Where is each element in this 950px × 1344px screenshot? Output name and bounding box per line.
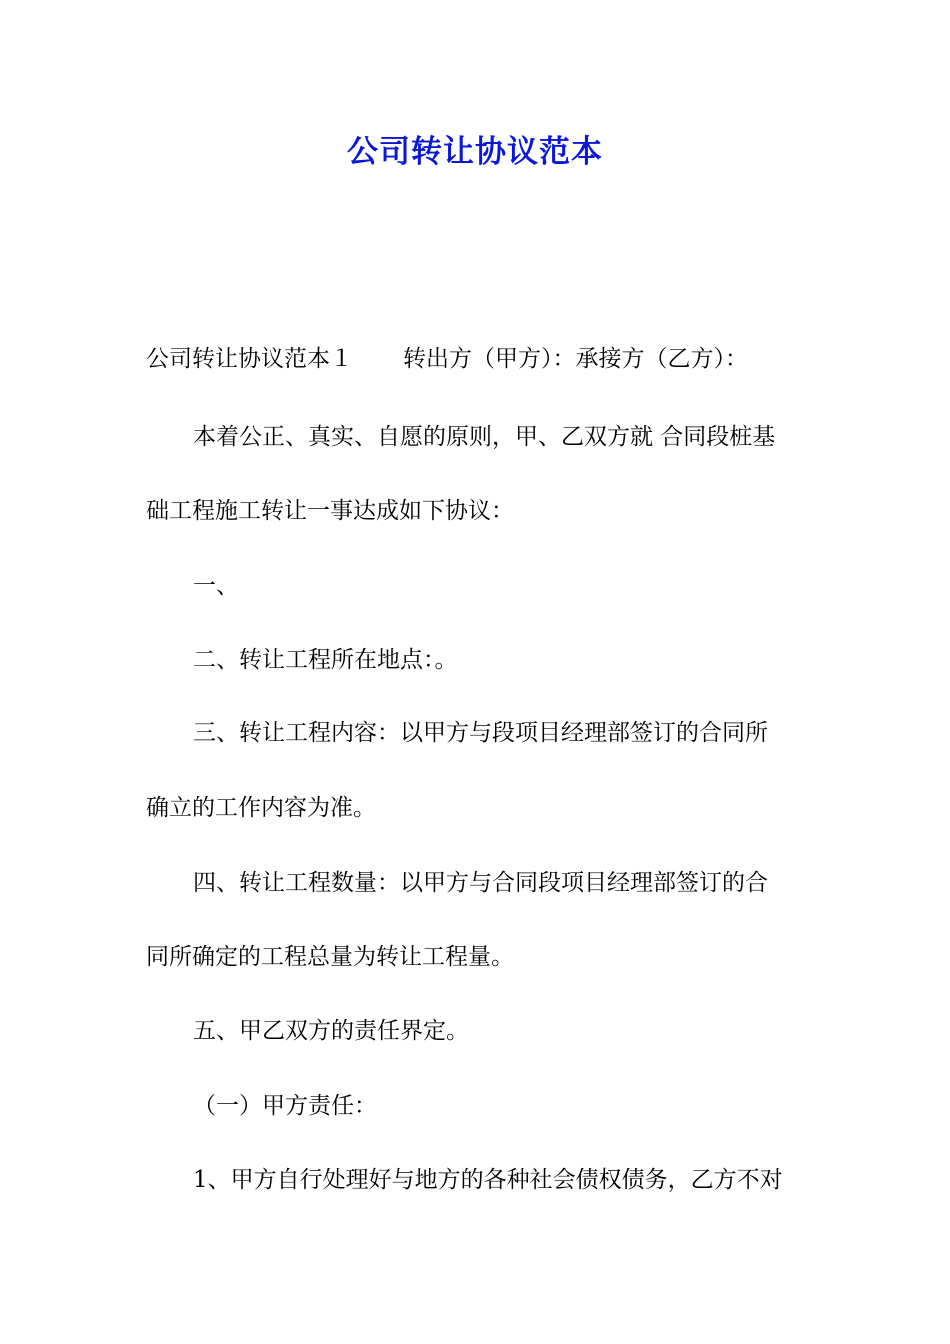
- paragraph-line: 础工程施工转让一事达成如下协议：: [146, 498, 514, 524]
- paragraph-line: 确立的工作内容为准。: [146, 795, 376, 821]
- clause-two: 二、转让工程所在地点：。: [193, 647, 458, 673]
- item-one: 1、甲方自行处理好与地方的各种社会债权债务，乙方不对: [193, 1167, 783, 1193]
- clause-four: 四、转让工程数量：以甲方与合同段项目经理部签订的合: [193, 870, 768, 896]
- clause-three: 三、转让工程内容：以甲方与段项目经理部签订的合同所: [193, 720, 768, 746]
- document-title: 公司转让协议范本: [347, 134, 603, 170]
- sample-heading: 公司转让协议范本１: [146, 346, 353, 372]
- parties-label: 转出方（甲方）：承接方（乙方）：: [403, 346, 748, 372]
- paragraph-line: 同所确定的工程总量为转让工程量。: [146, 944, 514, 970]
- paragraph-line: 本着公正、真实、自愿的原则，甲、乙双方就 合同段桩基: [193, 424, 776, 450]
- clause-five: 五、甲乙双方的责任界定。: [193, 1018, 469, 1044]
- subclause-party-a: （一）甲方责任：: [193, 1093, 377, 1119]
- clause-one: 一、: [193, 573, 239, 599]
- section-heading-line: [146, 342, 816, 376]
